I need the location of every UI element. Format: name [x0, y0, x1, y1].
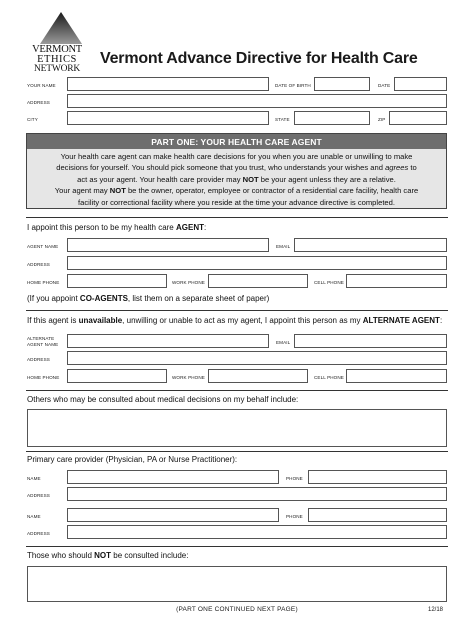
alternate-email-label: EMAIL [276, 340, 291, 345]
alternate-cell-phone-field[interactable] [346, 369, 447, 383]
city-field[interactable] [67, 111, 269, 125]
mountain-logo-icon [24, 10, 90, 44]
zip-label: ZIP [378, 117, 386, 122]
part-one-box [26, 133, 447, 209]
instruction-emphasis: NOT [242, 174, 259, 184]
alternate-home-phone-label: HOME PHONE [27, 375, 60, 380]
instruction-line-5: facility or correctional facility where you reside at the time your advance directive is completed. [78, 197, 395, 207]
alternate-intro-prefix: If this agent is [27, 316, 79, 325]
agent-email-field[interactable] [294, 238, 447, 252]
city-label: CITY [27, 117, 38, 122]
instruction-line-2: decisions for yourself. You should pick someone that you trust, who understands your wishes and agrees to [56, 163, 417, 173]
alternate-address-field[interactable] [67, 351, 447, 365]
not-consulted-box[interactable] [27, 566, 447, 602]
provider-1-phone-label: PHONE [286, 476, 303, 481]
coagents-prefix: (If you appoint [27, 294, 80, 303]
part-one-instructions [27, 151, 446, 208]
others-section-rule [26, 390, 448, 391]
alternate-agent-name-label [27, 336, 58, 348]
alternate-work-phone-field[interactable] [208, 369, 308, 383]
agent-home-phone-label: HOME PHONE [27, 280, 60, 285]
provider-1-phone-field[interactable] [308, 470, 447, 484]
not-consulted-prefix: Those who should [27, 551, 95, 560]
provider-2-phone-field[interactable] [308, 508, 447, 522]
alternate-intro-bold-2: ALTERNATE AGENT [362, 316, 440, 325]
agent-intro [27, 224, 206, 232]
not-consulted-bold: NOT [94, 551, 112, 560]
zip-field[interactable] [389, 111, 447, 125]
provider-2-address-label: ADDRESS [27, 531, 50, 536]
agent-work-phone-label: WORK PHONE [172, 280, 205, 285]
logo-line-network: NETWORK [33, 64, 81, 74]
document-title: Vermont Advance Directive for Health Care [100, 50, 418, 67]
agent-name-label: AGENT NAME [27, 244, 59, 249]
continued-note: (PART ONE CONTINUED NEXT PAGE) [176, 606, 298, 613]
your-name-label: YOUR NAME [27, 83, 56, 88]
instruction-line-1: Your health care agent can make health care decisions for you when you are unable or unwilling to make [60, 152, 413, 161]
provider-2-address-field[interactable] [67, 525, 447, 539]
address-field[interactable] [67, 94, 447, 108]
not-consulted-heading [27, 552, 188, 560]
alternate-agent-name-field[interactable] [67, 334, 269, 348]
alternate-intro-middle: , unwilling or unable to act as my agent, I appoint this person as my [122, 316, 363, 325]
date-label: DATE [378, 83, 391, 88]
vermont-ethics-network-logo [24, 10, 90, 74]
provider-2-name-field[interactable] [67, 508, 279, 522]
alternate-work-phone-label: WORK PHONE [172, 375, 205, 380]
part-one-heading: PART ONE: YOUR HEALTH CARE AGENT [151, 137, 322, 147]
agent-work-phone-field[interactable] [208, 274, 308, 288]
provider-1-name-field[interactable] [67, 470, 279, 484]
version-date: 12/18 [428, 607, 444, 613]
primary-care-heading: Primary care provider (Physician, PA or Nurse Practitioner): [27, 455, 238, 464]
instruction-emphasis: NOT [109, 186, 126, 196]
your-name-field[interactable] [67, 77, 269, 91]
agent-intro-prefix: I appoint this person to be my health care [27, 223, 176, 232]
state-label: STATE [275, 117, 290, 122]
date-of-birth-field[interactable] [314, 77, 370, 91]
provider-1-address-field[interactable] [67, 487, 447, 501]
logo-line-vermont: VERMONT [32, 44, 82, 55]
coagents-bold: CO-AGENTS [79, 294, 128, 303]
instruction-line-3: act as your agent. Your health care provider may NOT be your agent unless they are a relative. [77, 174, 396, 184]
provider-2-phone-label: PHONE [286, 514, 303, 519]
primary-care-rule [26, 451, 448, 452]
alternate-label-line-1: ALTERNATE [27, 336, 55, 341]
alternate-email-field[interactable] [294, 334, 447, 348]
instruction-emphasis: agrees [385, 163, 409, 173]
date-of-birth-label: DATE OF BIRTH [275, 83, 311, 88]
date-field[interactable] [394, 77, 447, 91]
agent-address-field[interactable] [67, 256, 447, 270]
part-one-heading-bar [27, 134, 446, 149]
instruction-line-4: Your agent may NOT be the owner, operator, employee or contractor of a residential care facility, health care [54, 186, 419, 196]
state-field[interactable] [294, 111, 370, 125]
agent-address-label: ADDRESS [27, 262, 50, 267]
alternate-label-line-2: AGENT NAME [27, 342, 59, 347]
provider-2-name-label: NAME [27, 514, 41, 519]
provider-1-name-label: NAME [27, 476, 41, 481]
logo-line-ethics: ETHICS [37, 54, 77, 65]
agent-intro-bold: AGENT [175, 223, 204, 232]
alternate-address-label: ADDRESS [27, 357, 50, 362]
address-label: ADDRESS [27, 100, 50, 105]
alternate-section-rule [26, 310, 448, 311]
not-consulted-suffix: be consulted include: [111, 551, 189, 560]
not-consulted-rule [26, 546, 448, 547]
agent-section-rule [26, 217, 448, 218]
others-heading: Others who may be consulted about medical decisions on my behalf include: [27, 395, 299, 404]
agent-name-field[interactable] [67, 238, 269, 252]
agent-email-label: EMAIL [276, 244, 291, 249]
agent-cell-phone-field[interactable] [346, 274, 447, 288]
others-consulted-box[interactable] [27, 409, 447, 447]
alternate-intro-bold-1: unavailable [78, 316, 123, 325]
alternate-intro [27, 317, 442, 325]
agent-cell-phone-label: CELL PHONE [314, 280, 344, 285]
agent-home-phone-field[interactable] [67, 274, 167, 288]
alternate-cell-phone-label: CELL PHONE [314, 375, 344, 380]
alternate-home-phone-field[interactable] [67, 369, 167, 383]
alternate-intro-suffix: : [439, 316, 443, 325]
provider-1-address-label: ADDRESS [27, 493, 50, 498]
coagents-suffix: , list them on a separate sheet of paper) [127, 294, 270, 303]
coagents-note [27, 295, 269, 303]
agent-intro-suffix: : [203, 223, 207, 232]
